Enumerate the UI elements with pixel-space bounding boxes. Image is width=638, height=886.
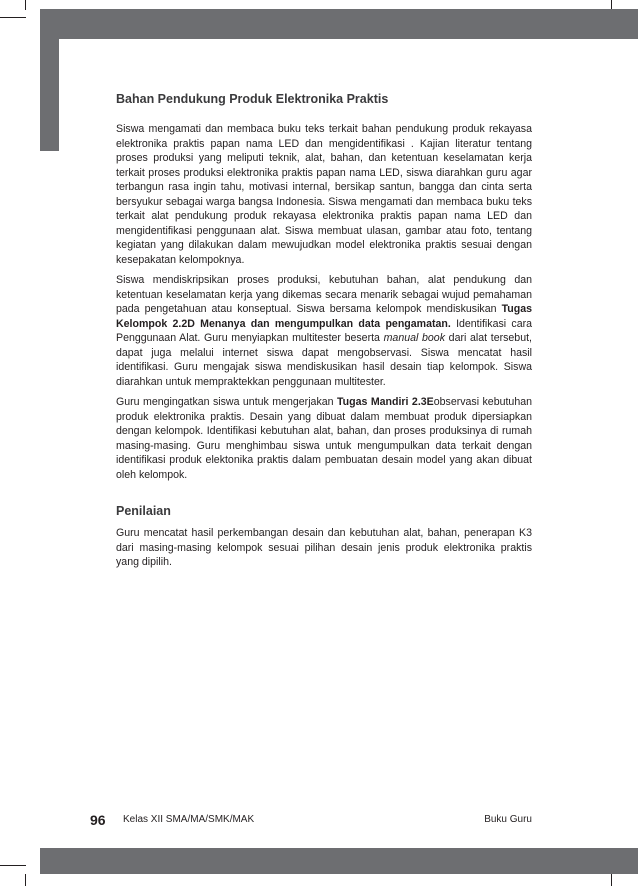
paragraph	[116, 395, 532, 482]
italic-term: manual book	[383, 332, 445, 344]
bottom-decorative-band	[40, 848, 638, 874]
paragraph-text: Guru mengingatkan siswa untuk mengerjakan	[116, 396, 337, 408]
paragraph-text: dari alat tersebut, dapat juga melalui internet siswa dapat mengobservasi. Siswa mencatat hasil identifikasi. Guru mengajak siswa mendiskusikan hasil desain tiap kelompok. Siswa diarahkan untuk mempraktekkan penggunaan multitester.	[116, 332, 532, 388]
task-reference: Tugas Mandiri 2.3E	[336, 396, 434, 408]
crop-mark	[25, 874, 26, 886]
page-number: 96	[90, 812, 106, 828]
top-decorative-band	[40, 9, 638, 39]
task-reference: Tugas Kelompok 2.2D Menanya dan mengumpulkan data pengamatan.	[116, 303, 532, 330]
paragraph-text: Identifikasi cara Penggunaan Alat. Guru menyiapkan multitester beserta	[116, 317, 532, 344]
paragraph: Guru mencatat hasil perkembangan desain dan kebutuhan alat, bahan, penerapan K3 dari masing-masing kelompok sesuai pilihan desain jenis produk elektronika praktis yang dipilih.	[116, 527, 532, 568]
paragraph-text: Siswa mendiskripsikan proses produksi, kebutuhan bahan, alat pendukung dan ketentuan keselamatan kerja yang dikemas secara menarik sebagai wujud pemahaman pada pengetahuan atau konseptual. Siswa bersama kelompok mendiskusikan	[116, 274, 532, 315]
page-footer	[0, 812, 638, 832]
paragraph	[116, 273, 532, 389]
assessment-section	[116, 504, 532, 570]
crop-mark	[0, 17, 26, 18]
page-content	[116, 92, 532, 576]
section-heading: Penilaian	[116, 504, 171, 518]
footer-book-class: Kelas XII SMA/MA/SMK/MAK	[123, 814, 255, 825]
section-heading: Bahan Pendukung Produk Elektronika Praktis	[116, 92, 389, 106]
left-decorative-band	[40, 39, 59, 151]
paragraph: Siswa mengamati dan membaca buku teks terkait bahan pendukung produk rekayasa elektronika praktis papan nama LED dan mengidentifikasi . Kajian literatur tentang proses produksi yang meliputi teknik, alat, bahan, dan ketentuan keselamatan kerja terkait proses produksi elektronika praktis papan nama LED, siswa diarahkan guru agar terbangun rasa ingin tahu, motivasi internal, bersikap santun, bangga dan cinta serta bersyukur sebagai warga bangsa Indonesia. Siswa mengamati dan membaca buku teks terkait alat pendukung produk rekayasa elektronika praktis papan nama LED dan mengidentifikasi penggunaan alat. Siswa membuat ulasan, gambar atau foto, tentang kegiatan yang dilakukan dalam mewujudkan model elektronika praktis sesuai dengan kesepakatan kelompoknya.	[116, 123, 532, 266]
crop-mark	[611, 874, 612, 886]
footer-book-type: Buku Guru	[484, 814, 532, 825]
paragraph-text: observasi kebutuhan produk elektronika praktis. Desain yang dibuat dalam membuat produk dipersiapkan dengan kelompok. Identifikasi kebutuhan alat, bahan, dan proses produksinya di rumah masing-masing. Guru menghimbau siswa untuk mengumpulkan data terkait dengan identifikasi produk elektonika praktis dalam pembuatan desain model yang akan dibuat oleh kelompok.	[116, 396, 532, 481]
crop-mark	[25, 0, 26, 10]
crop-mark	[0, 865, 26, 866]
